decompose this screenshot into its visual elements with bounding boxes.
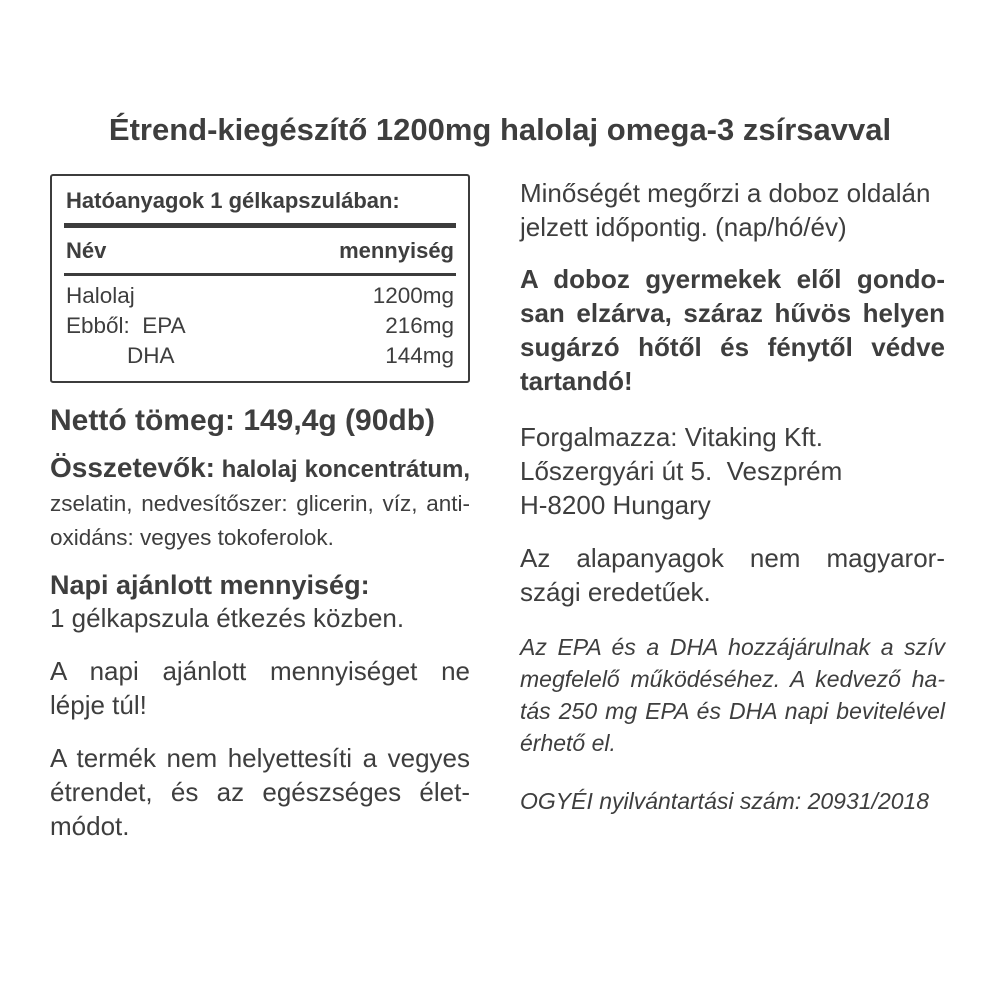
quality-note-paragraph — [520, 176, 945, 244]
diet-warning-line: étrendet, és az egészséges élet- — [50, 777, 470, 807]
facts-row-name: DHA — [127, 343, 175, 368]
facts-row-quantity: 144mg — [385, 343, 454, 368]
right-column — [520, 174, 945, 843]
ingredients-text-line: oxidáns: vegyes tokoferolok. — [50, 525, 334, 550]
storage-warning-line: A doboz gyermekek elől gondo- — [520, 264, 945, 294]
storage-warning-paragraph — [520, 262, 945, 398]
daily-dose-text: 1 gélkapszula étkezés közben. — [50, 603, 405, 633]
ingredients-text-line: zselatin, nedvesítőszer: glicerin, víz, anti- — [50, 491, 470, 516]
ingredients-first-line — [50, 451, 470, 487]
facts-header: Hatóanyagok 1 gélkapszulában: — [66, 188, 400, 213]
product-title: Étrend-kiegészítő 1200mg halolaj omega-3 zsírsavval — [108, 112, 892, 147]
origin-paragraph — [520, 541, 945, 609]
facts-row — [66, 341, 454, 371]
net-weight: Nettó tömeg: 149,4g (90db) — [50, 404, 436, 437]
ingredients-label-rest: halolaj koncentrátum, — [221, 456, 470, 483]
dose-warning-line: A napi ajánlott mennyiséget ne — [50, 656, 470, 686]
dose-warning-line: lépje túl! — [50, 690, 147, 720]
storage-warning-line: san elzárva, száraz hűvös helyen — [520, 298, 945, 328]
claim-line: tás 250 mg EPA és DHA napi bevitelével — [520, 698, 945, 724]
facts-row-quantity: 216mg — [385, 313, 454, 338]
ingredients-label: Összetevők: — [50, 452, 215, 483]
claim-line: Az EPA és a DHA hozzájárulnak a szív — [520, 634, 945, 660]
left-column — [50, 174, 470, 843]
facts-row — [66, 281, 454, 311]
ingredients-paragraph — [50, 451, 470, 555]
origin-line: szági eredetűek. — [520, 577, 711, 607]
facts-col-name: Név — [66, 238, 107, 263]
claim-line: megfelelő működéséhez. A kedvező ha- — [520, 666, 945, 692]
facts-col-quantity: mennyiség — [339, 238, 454, 263]
epa-dha-claim-paragraph — [520, 631, 945, 759]
label-columns — [50, 174, 945, 843]
diet-warning-line: A termék nem helyettesíti a vegyes — [50, 743, 470, 773]
dose-warning-paragraph — [50, 654, 470, 722]
storage-warning-line: tartandó! — [520, 366, 633, 396]
supplement-facts-box — [50, 174, 470, 383]
distributor-line: Lőszergyári út 5. Veszprém — [520, 456, 843, 486]
facts-row — [66, 311, 454, 341]
quality-note-line: jelzett időpontig. (nap/hó/év) — [520, 212, 847, 242]
quality-note-line: Minőségét megőrzi a doboz oldalán — [520, 178, 931, 208]
daily-dose-paragraph — [50, 569, 470, 635]
facts-row-name: Halolaj — [66, 283, 135, 308]
origin-line: Az alapanyagok nem magyaror- — [520, 543, 945, 573]
distributor-paragraph — [520, 420, 945, 522]
storage-warning-line: sugárzó hőtől és fénytől védve — [520, 332, 945, 362]
facts-column-header-row — [64, 228, 456, 273]
facts-row-name: Ebből: EPA — [66, 313, 186, 338]
distributor-line: Forgalmazza: Vitaking Kft. — [520, 422, 823, 452]
claim-line: érhető el. — [520, 730, 616, 756]
facts-rows — [64, 276, 456, 373]
diet-warning-line: módot. — [50, 811, 130, 841]
daily-dose-heading: Napi ajánlott mennyiség: — [50, 570, 370, 600]
registration-number: OGYÉI nyilvántartási szám: 20931/2018 — [520, 788, 930, 814]
distributor-line: H-8200 Hungary — [520, 490, 711, 520]
diet-warning-paragraph — [50, 741, 470, 843]
facts-row-quantity: 1200mg — [372, 283, 454, 308]
